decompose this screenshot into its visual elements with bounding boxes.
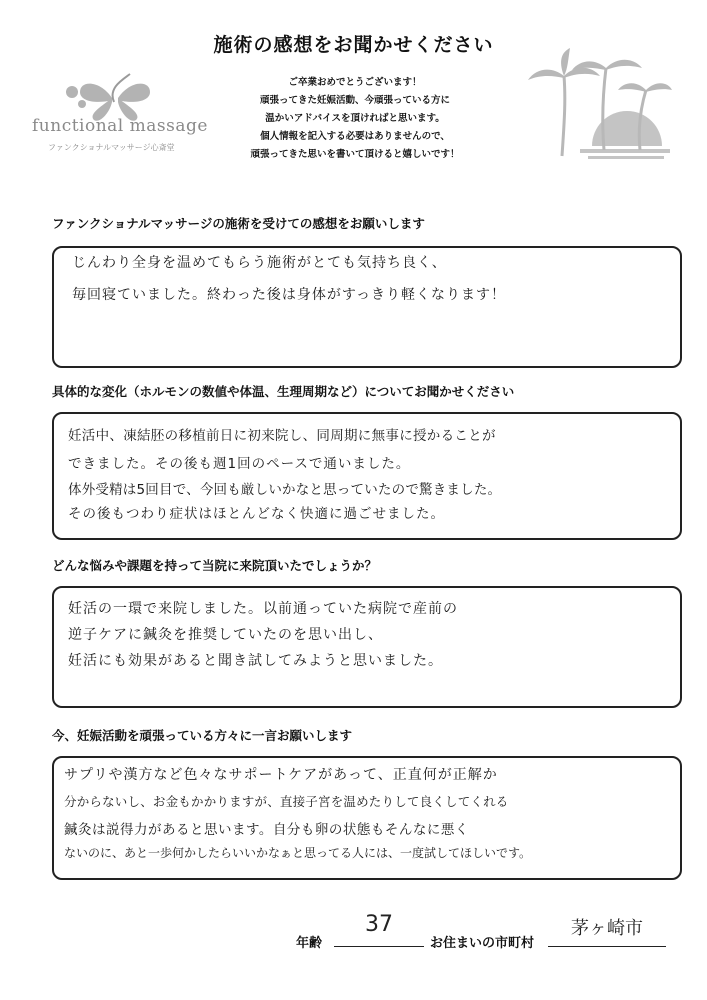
handwritten-line: サプリや漢方など色々なサポートケアがあって、正直何が正解か — [64, 767, 498, 783]
answer-box — [52, 756, 682, 880]
handwritten-line: 逆子ケアに鍼灸を推奨していたのを思い出し、 — [68, 627, 383, 643]
handwritten-line: その後もつわり症状はほとんどなく快適に過ごせました。 — [68, 506, 445, 522]
answer-box — [52, 246, 682, 368]
palm-sunset-icon — [522, 46, 672, 166]
handwritten-line: 妊活にも効果があると聞き試してみようと思いました。 — [68, 653, 443, 669]
question-label: どんな悩みや課題を持って当院に来院頂いたでしょうか？ — [52, 558, 378, 573]
answer-box — [52, 412, 682, 540]
handwritten-line: 妊活中、凍結胚の移植前日に初来院し、同周期に無事に授かることが — [68, 428, 496, 444]
intro-line: ご卒業おめでとうございます！ — [288, 77, 422, 88]
handwritten-line: じんわり全身を温めてもらう施術がとても気持ち良く、 — [72, 255, 447, 271]
logo-wordmark: functional massage — [32, 116, 208, 136]
question-label: 今、妊娠活動を頑張っている方々に一言お願いします — [52, 728, 353, 743]
handwritten-line: 妊活の一環で来院しました。以前通っていた病院で産前の — [68, 601, 458, 617]
city-label: お住まいの市町村 — [430, 936, 535, 951]
handwritten-line: できました。その後も週1回のペースで通いました。 — [68, 456, 411, 472]
intro-message — [220, 74, 490, 164]
handwritten-line: 体外受精は5回目で、今回も厳しいかなと思っていたので驚きました。 — [68, 482, 502, 498]
age-value: 37 — [365, 912, 393, 937]
answer-box — [52, 586, 682, 708]
handwritten-line: 毎回寝ていました。終わった後は身体がすっきり軽くなります！ — [72, 287, 507, 303]
age-underline — [334, 946, 424, 947]
age-label: 年齢 — [296, 936, 323, 951]
question-label: ファンクショナルマッサージの施術を受けての感想をお願いします — [52, 216, 425, 231]
city-underline — [548, 946, 666, 947]
intro-line: 頑張ってきた妊娠活動、今頑張っている方に — [259, 95, 450, 106]
city-value: 茅ヶ崎市 — [571, 918, 643, 939]
intro-line: 温かいアドバイスを頂ければと思います。 — [265, 113, 445, 124]
intro-line: 個人情報を記入する必要はありませんので、 — [260, 131, 450, 142]
page-title: 施術の感想をお聞かせください — [213, 34, 494, 56]
question-label: 具体的な変化（ホルモンの数値や体温、生理周期など）についてお聞かせください — [52, 384, 515, 399]
logo-subtitle: ファンクショナルマッサージ心斎堂 — [48, 143, 175, 152]
intro-line: 頑張ってきた思いを書いて頂けると嬉しいです！ — [250, 149, 460, 160]
handwritten-line: ないのに、あと一歩何かしたらいいかなぁと思ってる人には、一度試してほしいです。 — [64, 846, 532, 860]
handwritten-line: 分からないし、お金もかかりますが、直接子宮を温めたりして良くしてくれる — [64, 794, 509, 809]
handwritten-line: 鍼灸は説得力があると思います。自分も卵の状態もそんなに悪く — [64, 822, 469, 838]
